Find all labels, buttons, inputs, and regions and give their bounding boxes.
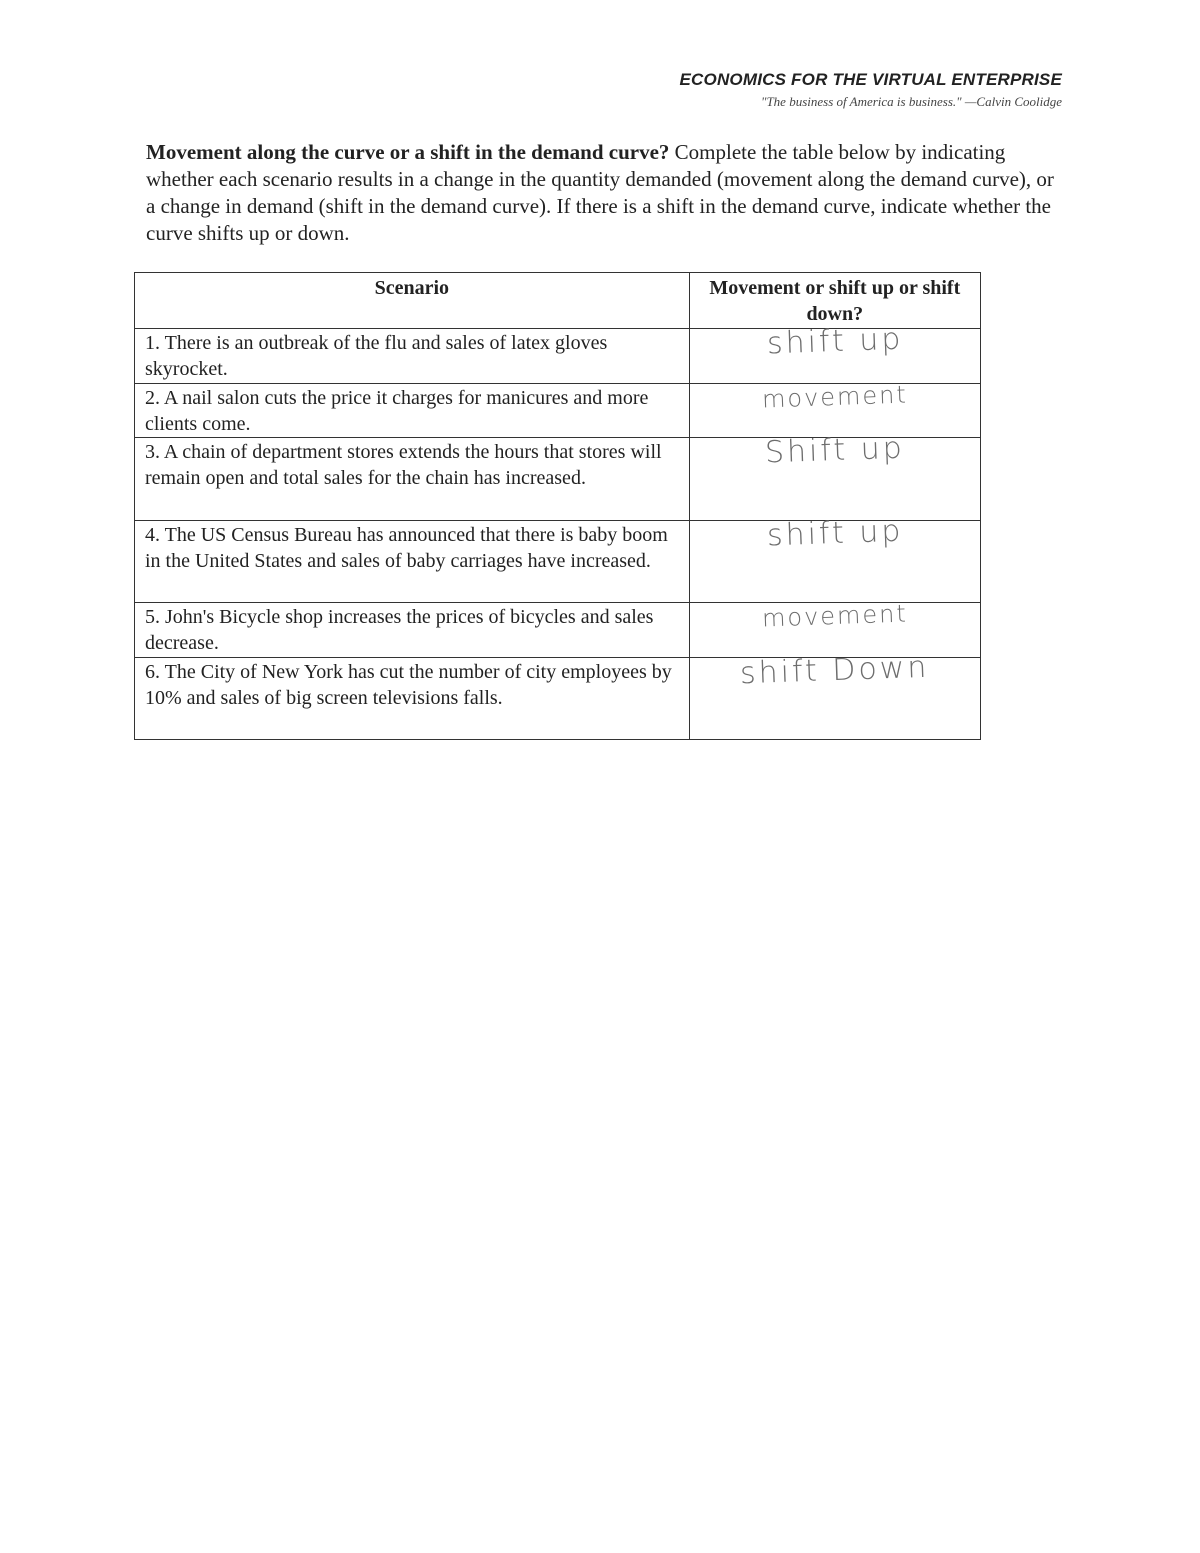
answer-cell[interactable]: [689, 649, 980, 740]
scenario-cell: 6. The City of New York has cut the number of city employees by 10% and sales of big screen televisions falls.: [135, 658, 690, 740]
table-row: [135, 658, 981, 740]
table-row: [135, 329, 981, 384]
course-title: ECONOMICS FOR THE VIRTUAL ENTERPRISE: [679, 70, 1062, 89]
instructions-body: Complete the table below by indicating whether each scenario results in a change in the quantity demanded (movement along the demand curve), or a change in demand (shift in the demand curve). If there is a shift in the demand curve, indicate whether the curve shifts up or down.: [146, 140, 1054, 245]
table-header-row: [135, 273, 981, 329]
answer-cell[interactable]: [689, 380, 980, 438]
scenario-table: [134, 272, 981, 740]
answer-cell[interactable]: [689, 513, 980, 603]
page-header: [680, 70, 1063, 110]
scenario-cell: 4. The US Census Bureau has announced that there is baby boom in the United States and sales of baby carriages have increased.: [135, 521, 690, 603]
handwritten-answer: shift Down: [739, 649, 930, 692]
handwritten-answer: Shift up: [764, 430, 906, 471]
scenario-column-header: Scenario: [135, 273, 690, 329]
instructions-lead: Movement along the curve or a shift in the demand curve?: [146, 140, 670, 164]
instructions: [146, 139, 1066, 247]
answer-column-header: Movement or shift up or shift down?: [689, 273, 980, 329]
scenario-cell: 1. There is an outbreak of the flu and sales of latex gloves skyrocket.: [135, 329, 690, 384]
table-row: [135, 438, 981, 521]
table-row: [135, 603, 981, 658]
table-row: [135, 384, 981, 438]
answer-cell[interactable]: [689, 321, 980, 384]
scenario-cell: 2. A nail salon cuts the price it charges for manicures and more clients come.: [135, 384, 690, 438]
answer-cell[interactable]: [689, 599, 980, 658]
header-quote: "The business of America is business." —Calvin Coolidge: [760, 94, 1062, 109]
handwritten-answer: shift up: [766, 321, 904, 362]
handwritten-answer: movement: [761, 380, 909, 414]
answer-cell[interactable]: [689, 430, 980, 521]
scenario-cell: 5. John's Bicycle shop increases the prices of bicycles and sales decrease.: [135, 603, 690, 658]
table-row: [135, 521, 981, 603]
handwritten-answer: shift up: [766, 513, 904, 554]
scenario-cell: 3. A chain of department stores extends the hours that stores will remain open and total sales for the chain has increased.: [135, 438, 690, 521]
handwritten-answer: movement: [761, 599, 909, 633]
